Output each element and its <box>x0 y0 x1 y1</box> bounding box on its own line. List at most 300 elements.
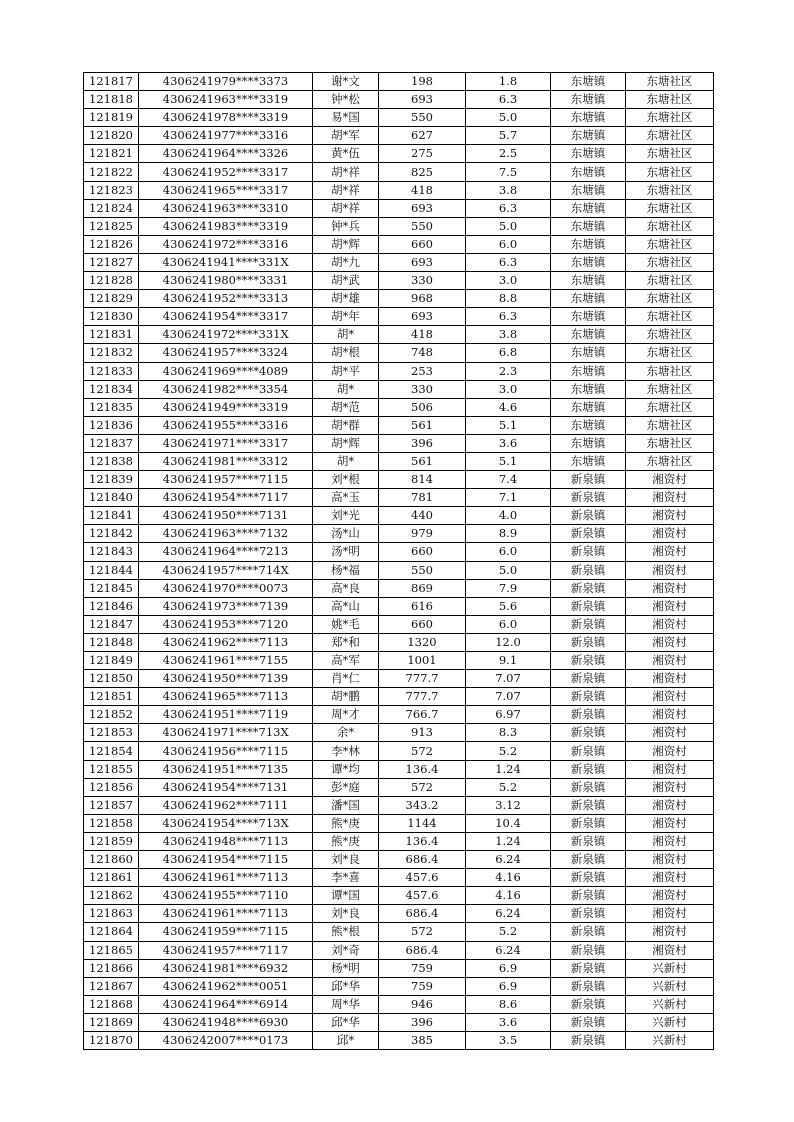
village-cell: 东塘社区 <box>626 452 714 470</box>
town-cell: 新泉镇 <box>551 959 626 977</box>
table-row <box>84 778 714 796</box>
table-row <box>84 471 714 489</box>
table-row <box>84 832 714 850</box>
row-number-cell: 121835 <box>84 398 139 416</box>
quantity-cell: 1.24 <box>466 760 551 778</box>
id-number-cell: 4306241964****7213 <box>139 543 313 561</box>
table-row <box>84 561 714 579</box>
amount-cell: 748 <box>379 344 466 362</box>
quantity-cell: 1.8 <box>466 73 551 91</box>
town-cell: 新泉镇 <box>551 905 626 923</box>
quantity-cell: 5.1 <box>466 452 551 470</box>
table-row <box>84 814 714 832</box>
name-cell: 李*林 <box>313 742 379 760</box>
name-cell: 胡*鹏 <box>313 688 379 706</box>
town-cell: 新泉镇 <box>551 742 626 760</box>
quantity-cell: 10.4 <box>466 814 551 832</box>
quantity-cell: 3.6 <box>466 434 551 452</box>
row-number-cell: 121850 <box>84 670 139 688</box>
table-row <box>84 489 714 507</box>
name-cell: 胡*祥 <box>313 199 379 217</box>
row-number-cell: 121863 <box>84 905 139 923</box>
village-cell: 湘资村 <box>626 742 714 760</box>
id-number-cell: 4306241957****714X <box>139 561 313 579</box>
quantity-cell: 5.1 <box>466 416 551 434</box>
table-row <box>84 398 714 416</box>
town-cell: 东塘镇 <box>551 290 626 308</box>
name-cell: 刘*奇 <box>313 941 379 959</box>
quantity-cell: 7.9 <box>466 579 551 597</box>
village-cell: 东塘社区 <box>626 145 714 163</box>
id-number-cell: 4306241962****7111 <box>139 796 313 814</box>
name-cell: 钟*松 <box>313 91 379 109</box>
row-number-cell: 121862 <box>84 887 139 905</box>
table-row <box>84 977 714 995</box>
id-number-cell: 4306241948****7113 <box>139 832 313 850</box>
quantity-cell: 6.0 <box>466 615 551 633</box>
table-row <box>84 109 714 127</box>
row-number-cell: 121823 <box>84 181 139 199</box>
town-cell: 东塘镇 <box>551 253 626 271</box>
amount-cell: 418 <box>379 181 466 199</box>
row-number-cell: 121856 <box>84 778 139 796</box>
id-number-cell: 4306241969****4089 <box>139 362 313 380</box>
village-cell: 东塘社区 <box>626 308 714 326</box>
quantity-cell: 5.0 <box>466 109 551 127</box>
table-row <box>84 688 714 706</box>
amount-cell: 968 <box>379 290 466 308</box>
quantity-cell: 7.1 <box>466 489 551 507</box>
town-cell: 东塘镇 <box>551 308 626 326</box>
row-number-cell: 121831 <box>84 326 139 344</box>
id-number-cell: 4306241983****3319 <box>139 217 313 235</box>
table-row <box>84 652 714 670</box>
table-body <box>84 73 714 1050</box>
quantity-cell: 5.0 <box>466 561 551 579</box>
table-row <box>84 217 714 235</box>
amount-cell: 946 <box>379 995 466 1013</box>
amount-cell: 1144 <box>379 814 466 832</box>
data-table <box>83 72 714 1050</box>
name-cell: 李*喜 <box>313 869 379 887</box>
id-number-cell: 4306241980****3331 <box>139 272 313 290</box>
village-cell: 湘资村 <box>626 706 714 724</box>
amount-cell: 572 <box>379 923 466 941</box>
village-cell: 湘资村 <box>626 561 714 579</box>
table-row <box>84 73 714 91</box>
name-cell: 胡* <box>313 380 379 398</box>
village-cell: 东塘社区 <box>626 326 714 344</box>
village-cell: 湘资村 <box>626 597 714 615</box>
name-cell: 胡* <box>313 452 379 470</box>
row-number-cell: 121827 <box>84 253 139 271</box>
amount-cell: 686.4 <box>379 905 466 923</box>
town-cell: 东塘镇 <box>551 326 626 344</box>
amount-cell: 766.7 <box>379 706 466 724</box>
table-row <box>84 525 714 543</box>
table-row <box>84 851 714 869</box>
table-row <box>84 742 714 760</box>
quantity-cell: 3.5 <box>466 1031 551 1049</box>
id-number-cell: 4306241948****6930 <box>139 1013 313 1031</box>
village-cell: 湘资村 <box>626 471 714 489</box>
row-number-cell: 121825 <box>84 217 139 235</box>
amount-cell: 869 <box>379 579 466 597</box>
village-cell: 湘资村 <box>626 615 714 633</box>
name-cell: 谭*均 <box>313 760 379 778</box>
row-number-cell: 121847 <box>84 615 139 633</box>
id-number-cell: 4306241965****3317 <box>139 181 313 199</box>
village-cell: 东塘社区 <box>626 290 714 308</box>
town-cell: 东塘镇 <box>551 145 626 163</box>
village-cell: 东塘社区 <box>626 127 714 145</box>
table-row <box>84 959 714 977</box>
row-number-cell: 121839 <box>84 471 139 489</box>
amount-cell: 693 <box>379 308 466 326</box>
table-row <box>84 543 714 561</box>
id-number-cell: 4306241964****3326 <box>139 145 313 163</box>
row-number-cell: 121838 <box>84 452 139 470</box>
table-row <box>84 199 714 217</box>
amount-cell: 913 <box>379 724 466 742</box>
row-number-cell: 121822 <box>84 163 139 181</box>
village-cell: 兴新村 <box>626 995 714 1013</box>
quantity-cell: 7.4 <box>466 471 551 489</box>
id-number-cell: 4306241964****6914 <box>139 995 313 1013</box>
town-cell: 新泉镇 <box>551 670 626 688</box>
town-cell: 新泉镇 <box>551 652 626 670</box>
amount-cell: 979 <box>379 525 466 543</box>
village-cell: 湘资村 <box>626 923 714 941</box>
id-number-cell: 4306241963****7132 <box>139 525 313 543</box>
quantity-cell: 6.97 <box>466 706 551 724</box>
name-cell: 谢*文 <box>313 73 379 91</box>
village-cell: 湘资村 <box>626 760 714 778</box>
village-cell: 湘资村 <box>626 489 714 507</box>
id-number-cell: 4306241957****7115 <box>139 471 313 489</box>
town-cell: 东塘镇 <box>551 235 626 253</box>
amount-cell: 136.4 <box>379 832 466 850</box>
quantity-cell: 6.9 <box>466 977 551 995</box>
quantity-cell: 2.5 <box>466 145 551 163</box>
row-number-cell: 121829 <box>84 290 139 308</box>
amount-cell: 660 <box>379 543 466 561</box>
id-number-cell: 4306241957****3324 <box>139 344 313 362</box>
quantity-cell: 8.8 <box>466 290 551 308</box>
id-number-cell: 4306241961****7113 <box>139 905 313 923</box>
town-cell: 新泉镇 <box>551 814 626 832</box>
village-cell: 湘资村 <box>626 832 714 850</box>
id-number-cell: 4306241961****7113 <box>139 869 313 887</box>
row-number-cell: 121859 <box>84 832 139 850</box>
village-cell: 东塘社区 <box>626 398 714 416</box>
name-cell: 邱*华 <box>313 1013 379 1031</box>
table-row <box>84 579 714 597</box>
name-cell: 熊*庚 <box>313 832 379 850</box>
amount-cell: 616 <box>379 597 466 615</box>
row-number-cell: 121828 <box>84 272 139 290</box>
table-row <box>84 344 714 362</box>
row-number-cell: 121855 <box>84 760 139 778</box>
quantity-cell: 7.07 <box>466 688 551 706</box>
id-number-cell: 4306241950****7139 <box>139 670 313 688</box>
village-cell: 东塘社区 <box>626 91 714 109</box>
table-row <box>84 760 714 778</box>
id-number-cell: 4306241954****713X <box>139 814 313 832</box>
table-row <box>84 670 714 688</box>
id-number-cell: 4306241970****0073 <box>139 579 313 597</box>
id-number-cell: 4306241962****0051 <box>139 977 313 995</box>
village-cell: 东塘社区 <box>626 181 714 199</box>
id-number-cell: 4306241954****7131 <box>139 778 313 796</box>
row-number-cell: 121866 <box>84 959 139 977</box>
row-number-cell: 121837 <box>84 434 139 452</box>
table-row <box>84 91 714 109</box>
name-cell: 谭*国 <box>313 887 379 905</box>
table-row <box>84 380 714 398</box>
village-cell: 兴新村 <box>626 1031 714 1049</box>
id-number-cell: 4306241972****331X <box>139 326 313 344</box>
table-row <box>84 145 714 163</box>
name-cell: 杨*福 <box>313 561 379 579</box>
row-number-cell: 121836 <box>84 416 139 434</box>
amount-cell: 396 <box>379 1013 466 1031</box>
village-cell: 东塘社区 <box>626 253 714 271</box>
village-cell: 湘资村 <box>626 814 714 832</box>
amount-cell: 457.6 <box>379 869 466 887</box>
village-cell: 东塘社区 <box>626 217 714 235</box>
amount-cell: 759 <box>379 959 466 977</box>
id-number-cell: 4306241963****3319 <box>139 91 313 109</box>
town-cell: 新泉镇 <box>551 778 626 796</box>
name-cell: 胡* <box>313 326 379 344</box>
name-cell: 高*山 <box>313 597 379 615</box>
amount-cell: 660 <box>379 615 466 633</box>
row-number-cell: 121852 <box>84 706 139 724</box>
name-cell: 刘*光 <box>313 507 379 525</box>
table-row <box>84 253 714 271</box>
quantity-cell: 3.0 <box>466 380 551 398</box>
quantity-cell: 5.0 <box>466 217 551 235</box>
village-cell: 湘资村 <box>626 688 714 706</box>
quantity-cell: 6.8 <box>466 344 551 362</box>
row-number-cell: 121869 <box>84 1013 139 1031</box>
id-number-cell: 4306241978****3319 <box>139 109 313 127</box>
quantity-cell: 12.0 <box>466 633 551 651</box>
amount-cell: 550 <box>379 561 466 579</box>
id-number-cell: 4306241979****3373 <box>139 73 313 91</box>
quantity-cell: 8.6 <box>466 995 551 1013</box>
amount-cell: 550 <box>379 109 466 127</box>
quantity-cell: 5.2 <box>466 742 551 760</box>
table-row <box>84 724 714 742</box>
name-cell: 胡*祥 <box>313 163 379 181</box>
quantity-cell: 5.6 <box>466 597 551 615</box>
quantity-cell: 1.24 <box>466 832 551 850</box>
id-number-cell: 4306241950****7131 <box>139 507 313 525</box>
amount-cell: 781 <box>379 489 466 507</box>
row-number-cell: 121851 <box>84 688 139 706</box>
village-cell: 湘资村 <box>626 543 714 561</box>
table-row <box>84 796 714 814</box>
row-number-cell: 121864 <box>84 923 139 941</box>
id-number-cell: 4306241941****331X <box>139 253 313 271</box>
village-cell: 东塘社区 <box>626 344 714 362</box>
quantity-cell: 6.24 <box>466 905 551 923</box>
town-cell: 新泉镇 <box>551 615 626 633</box>
id-number-cell: 4306241977****3316 <box>139 127 313 145</box>
village-cell: 东塘社区 <box>626 416 714 434</box>
amount-cell: 396 <box>379 434 466 452</box>
town-cell: 新泉镇 <box>551 977 626 995</box>
table-row <box>84 127 714 145</box>
quantity-cell: 6.9 <box>466 959 551 977</box>
quantity-cell: 3.8 <box>466 326 551 344</box>
town-cell: 新泉镇 <box>551 941 626 959</box>
town-cell: 新泉镇 <box>551 923 626 941</box>
amount-cell: 814 <box>379 471 466 489</box>
village-cell: 兴新村 <box>626 959 714 977</box>
village-cell: 湘资村 <box>626 633 714 651</box>
town-cell: 新泉镇 <box>551 796 626 814</box>
id-number-cell: 4306241957****7117 <box>139 941 313 959</box>
quantity-cell: 7.5 <box>466 163 551 181</box>
name-cell: 汤*山 <box>313 525 379 543</box>
town-cell: 新泉镇 <box>551 525 626 543</box>
table-row <box>84 416 714 434</box>
name-cell: 杨*明 <box>313 959 379 977</box>
row-number-cell: 121830 <box>84 308 139 326</box>
amount-cell: 550 <box>379 217 466 235</box>
town-cell: 东塘镇 <box>551 109 626 127</box>
quantity-cell: 5.2 <box>466 923 551 941</box>
name-cell: 胡*军 <box>313 127 379 145</box>
quantity-cell: 3.12 <box>466 796 551 814</box>
amount-cell: 660 <box>379 235 466 253</box>
town-cell: 新泉镇 <box>551 832 626 850</box>
name-cell: 高*玉 <box>313 489 379 507</box>
row-number-cell: 121858 <box>84 814 139 832</box>
table-row <box>84 272 714 290</box>
name-cell: 余* <box>313 724 379 742</box>
table-row <box>84 308 714 326</box>
amount-cell: 1001 <box>379 652 466 670</box>
name-cell: 胡*年 <box>313 308 379 326</box>
name-cell: 潘*国 <box>313 796 379 814</box>
table-row <box>84 995 714 1013</box>
town-cell: 新泉镇 <box>551 561 626 579</box>
row-number-cell: 121832 <box>84 344 139 362</box>
row-number-cell: 121848 <box>84 633 139 651</box>
quantity-cell: 9.1 <box>466 652 551 670</box>
name-cell: 胡*祥 <box>313 181 379 199</box>
row-number-cell: 121834 <box>84 380 139 398</box>
name-cell: 易*国 <box>313 109 379 127</box>
id-number-cell: 4306241981****3312 <box>139 452 313 470</box>
row-number-cell: 121842 <box>84 525 139 543</box>
amount-cell: 572 <box>379 778 466 796</box>
id-number-cell: 4306241951****7135 <box>139 760 313 778</box>
town-cell: 新泉镇 <box>551 1013 626 1031</box>
quantity-cell: 6.24 <box>466 941 551 959</box>
quantity-cell: 6.3 <box>466 199 551 217</box>
town-cell: 新泉镇 <box>551 1031 626 1049</box>
amount-cell: 561 <box>379 416 466 434</box>
amount-cell: 418 <box>379 326 466 344</box>
id-number-cell: 4306241954****7115 <box>139 851 313 869</box>
table-row <box>84 706 714 724</box>
village-cell: 湘资村 <box>626 941 714 959</box>
id-number-cell: 4306241952****3313 <box>139 290 313 308</box>
town-cell: 东塘镇 <box>551 362 626 380</box>
amount-cell: 440 <box>379 507 466 525</box>
amount-cell: 693 <box>379 91 466 109</box>
id-number-cell: 4306241963****3310 <box>139 199 313 217</box>
row-number-cell: 121843 <box>84 543 139 561</box>
row-number-cell: 121841 <box>84 507 139 525</box>
table-row <box>84 1013 714 1031</box>
id-number-cell: 4306241952****3317 <box>139 163 313 181</box>
quantity-cell: 4.16 <box>466 869 551 887</box>
table-row <box>84 923 714 941</box>
table-row <box>84 181 714 199</box>
table-row <box>84 507 714 525</box>
name-cell: 周*华 <box>313 995 379 1013</box>
village-cell: 东塘社区 <box>626 434 714 452</box>
town-cell: 东塘镇 <box>551 181 626 199</box>
name-cell: 钟*兵 <box>313 217 379 235</box>
town-cell: 新泉镇 <box>551 507 626 525</box>
town-cell: 东塘镇 <box>551 416 626 434</box>
town-cell: 东塘镇 <box>551 163 626 181</box>
row-number-cell: 121821 <box>84 145 139 163</box>
town-cell: 新泉镇 <box>551 869 626 887</box>
table-row <box>84 362 714 380</box>
row-number-cell: 121845 <box>84 579 139 597</box>
amount-cell: 136.4 <box>379 760 466 778</box>
row-number-cell: 121857 <box>84 796 139 814</box>
village-cell: 东塘社区 <box>626 73 714 91</box>
row-number-cell: 121840 <box>84 489 139 507</box>
town-cell: 新泉镇 <box>551 471 626 489</box>
id-number-cell: 4306241971****713X <box>139 724 313 742</box>
town-cell: 新泉镇 <box>551 995 626 1013</box>
row-number-cell: 121861 <box>84 869 139 887</box>
amount-cell: 686.4 <box>379 941 466 959</box>
name-cell: 邱* <box>313 1031 379 1049</box>
id-number-cell: 4306241954****7117 <box>139 489 313 507</box>
village-cell: 湘资村 <box>626 507 714 525</box>
town-cell: 新泉镇 <box>551 579 626 597</box>
table-row <box>84 597 714 615</box>
name-cell: 胡*平 <box>313 362 379 380</box>
row-number-cell: 121865 <box>84 941 139 959</box>
row-number-cell: 121868 <box>84 995 139 1013</box>
name-cell: 熊*庚 <box>313 814 379 832</box>
town-cell: 新泉镇 <box>551 543 626 561</box>
quantity-cell: 7.07 <box>466 670 551 688</box>
row-number-cell: 121817 <box>84 73 139 91</box>
amount-cell: 330 <box>379 272 466 290</box>
town-cell: 东塘镇 <box>551 434 626 452</box>
row-number-cell: 121849 <box>84 652 139 670</box>
amount-cell: 506 <box>379 398 466 416</box>
town-cell: 东塘镇 <box>551 380 626 398</box>
amount-cell: 777.7 <box>379 670 466 688</box>
quantity-cell: 6.24 <box>466 851 551 869</box>
village-cell: 湘资村 <box>626 887 714 905</box>
name-cell: 胡*辉 <box>313 434 379 452</box>
